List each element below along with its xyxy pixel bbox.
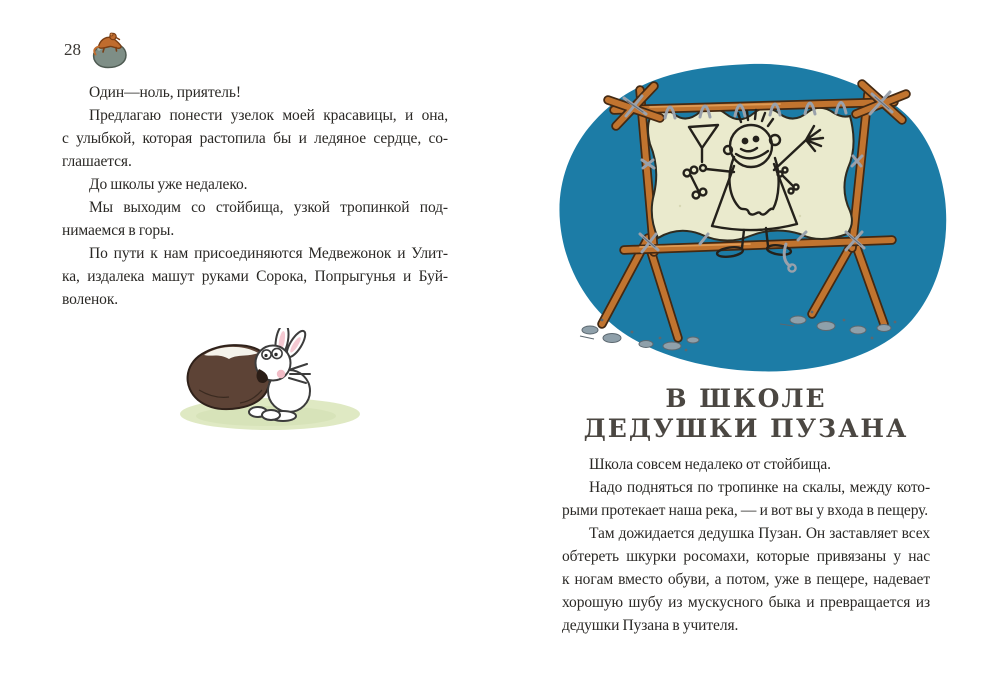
text-line: Предлагаю понести узелок моей красавицы, и она, bbox=[89, 107, 448, 124]
paragraph bbox=[562, 453, 930, 476]
text-line: рыми протекает наша река, — и вот вы у входа в пещеру. bbox=[562, 502, 929, 519]
text-line: Мы выходим со стойбища, узкой тропинкой под- bbox=[89, 199, 448, 216]
text-line: хорошую шубу из мускусного быка и превращается из bbox=[562, 594, 930, 611]
rabbit-with-bundle-illustration bbox=[170, 328, 378, 446]
paragraph bbox=[62, 242, 448, 311]
text-line: Надо подняться по тропинке на скалы, между кото- bbox=[589, 479, 930, 496]
paragraph bbox=[62, 196, 448, 242]
text-line: ка, издалека машут руками Сорока, Попрыгунья и Буй- bbox=[62, 268, 448, 285]
text-line: Там дожидается дедушка Пузан. Он заставляет всех bbox=[589, 525, 930, 542]
text-line: дедушки Пузана в учителя. bbox=[562, 617, 739, 634]
right-page-text bbox=[562, 453, 930, 637]
text-line: с улыбкой, которая растопила бы и ледяное сердце, со- bbox=[62, 130, 448, 147]
paragraph bbox=[62, 81, 448, 104]
text-line: Один—ноль, приятель! bbox=[89, 84, 241, 101]
chapter-heading-line1: В ШКОЛЕ bbox=[665, 384, 827, 413]
paragraph bbox=[562, 476, 930, 522]
left-page-text bbox=[62, 81, 448, 311]
chapter-heading-line2: ДЕДУШКИ ПУЗАНА bbox=[583, 414, 909, 443]
mouse-on-rock-icon bbox=[86, 27, 132, 73]
text-line: к ногам вместо обуви, а потом, уже в пещере, надевает bbox=[562, 571, 930, 588]
paragraph bbox=[62, 104, 448, 173]
text-line: нимаемся в горы. bbox=[62, 222, 175, 239]
text-line: воленок. bbox=[62, 291, 119, 308]
hide-drawing-board-illustration bbox=[550, 56, 956, 378]
page-number: 28 bbox=[64, 40, 81, 59]
stretched-hide bbox=[648, 108, 854, 241]
text-line: По пути к нам присоединяются Медвежонок и Улит- bbox=[89, 245, 448, 262]
paragraph bbox=[562, 522, 930, 637]
text-line: обтереть шкурки росомахи, которые привязаны у нас bbox=[562, 548, 930, 565]
text-line: До школы уже недалеко. bbox=[89, 176, 248, 193]
chapter-heading bbox=[552, 384, 940, 444]
text-line: Школа совсем недалеко от стойбища. bbox=[589, 456, 831, 473]
text-line: глашается. bbox=[62, 153, 132, 170]
paragraph bbox=[62, 173, 448, 196]
